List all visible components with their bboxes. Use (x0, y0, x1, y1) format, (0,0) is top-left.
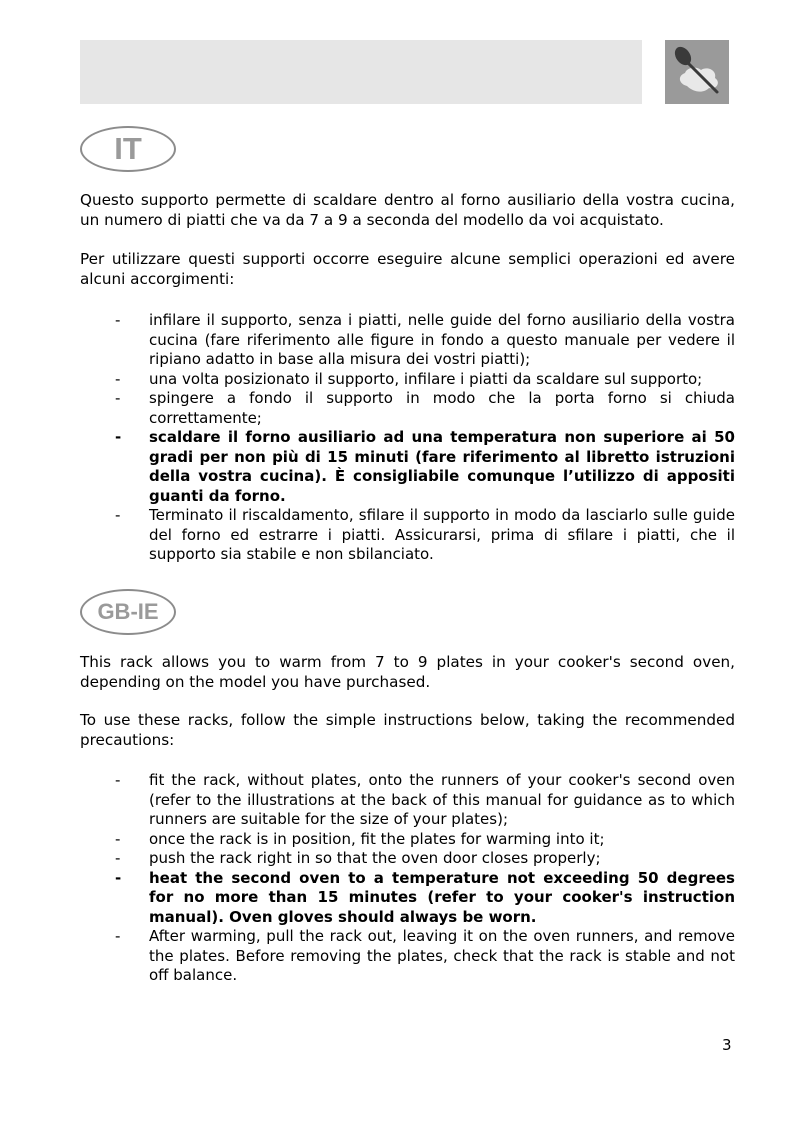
list-item: - fit the rack, without plates, onto the runners of your cooker's second oven (refer to the illustrations at the back of this manual for guidance as to which runners are suitable for the size of your plates); (115, 771, 735, 828)
list-item-warning: - heat the second oven to a temperature not exceeding 50 degrees for no more than 15 minutes (refer to your cooker's instruction manual). Oven gloves should always be worn. (115, 868, 735, 926)
list-item: - Terminato il riscaldamento, sfilare il supporto in modo da lasciarlo sulle guide del forno ed estrarre i piatti. Assicurarsi, prima di sfilare i piatti, che il supporto sia stabile e non sbilanciato. (115, 506, 735, 563)
list-item: - infilare il supporto, senza i piatti, nelle guide del forno ausiliario della vostra cucina (fare riferimento alle figure in fondo a questo manuale per vedere il ripiano adatto in base alla misura dei vostri piatti); (115, 311, 735, 368)
instructions-list-gb (80, 771, 735, 986)
page-number: 3 (722, 1036, 732, 1054)
intro-paragraph-it: Questo supporto permette di scaldare dentro al forno ausiliario della vostra cucina, un numero di piatti che va da 7 a 9 a seconda del modello da voi acquistato. (80, 191, 735, 229)
list-item-warning: - scaldare il forno ausiliario ad una temperatura non superiore ai 50 gradi per non più di 15 minuti (fare riferimento al libretto istruzioni della vostra cucina). È consigliabile comunque l’utilizzo di appositi guanti da forno. (115, 428, 735, 505)
header-bar (80, 40, 642, 104)
list-item: - una volta posizionato il supporto, infilare i piatti da scaldare sul supporto; (115, 369, 703, 388)
list-item: - spingere a fondo il supporto in modo che la porta forno si chiuda correttamente; (115, 389, 735, 427)
instructions-paragraph-gb: To use these racks, follow the simple instructions below, taking the recommended precautions: (80, 711, 735, 749)
list-item: - push the rack right in so that the oven door closes properly; (115, 849, 601, 867)
instructions-list-it (80, 311, 735, 565)
language-badge-gb-ie: GB-IE (80, 589, 176, 635)
chef-spoon-icon (665, 40, 729, 104)
instructions-paragraph-it: Per utilizzare questi supporti occorre eseguire alcune semplici operazioni ed avere alcuni accorgimenti: (80, 250, 735, 288)
list-item: - once the rack is in position, fit the plates for warming into it; (115, 829, 605, 848)
language-badge-it: IT (80, 126, 176, 172)
list-item: - After warming, pull the rack out, leaving it on the oven runners, and remove the plates. Before removing the plates, check that the rack is stable and not off balance. (115, 927, 735, 984)
intro-paragraph-gb: This rack allows you to warm from 7 to 9 plates in your cooker's second oven, depending on the model you have purchased. (80, 653, 735, 691)
